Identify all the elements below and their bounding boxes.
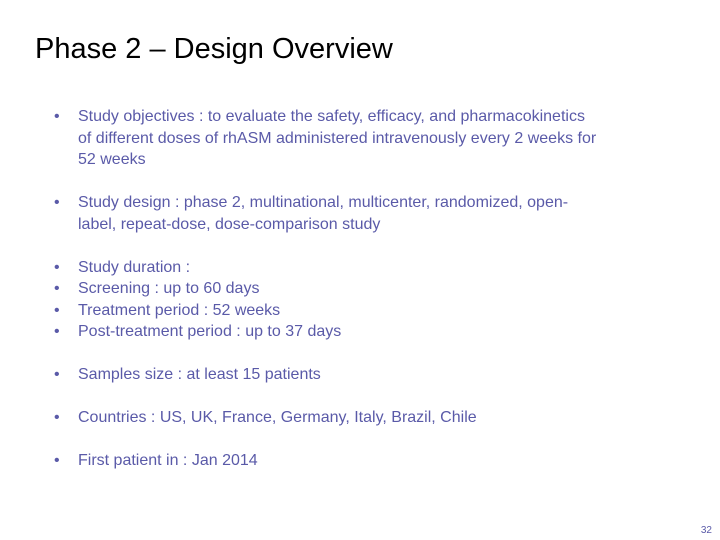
bullet-first-patient	[54, 450, 674, 472]
bullet-icon: •	[54, 366, 60, 383]
bullet-text: Study design : phase 2, multinational, multicenter, randomized, open-	[78, 194, 569, 211]
bullet-icon: •	[54, 258, 60, 276]
bullet-list	[54, 106, 674, 472]
slide-title: Phase 2 – Design Overview	[35, 33, 393, 65]
bullet-screening	[54, 278, 674, 300]
bullet-treatment-period	[54, 300, 674, 322]
bullet-study-duration	[54, 257, 674, 279]
bullet-text: Post-treatment period : up to 37 days	[78, 323, 342, 340]
bullet-text: 52 weeks	[78, 151, 146, 168]
bullet-icon: •	[54, 452, 60, 469]
bullet-study-objectives	[54, 106, 674, 171]
bullet-icon: •	[54, 323, 60, 340]
bullet-text: Study duration :	[78, 258, 191, 276]
page-number: 32	[700, 525, 712, 536]
bullet-icon: •	[54, 280, 60, 297]
bullet-text: Samples size : at least 15 patients	[78, 366, 321, 383]
bullet-icon: •	[54, 108, 60, 125]
bullet-text: Study objectives : to evaluate the safety, efficacy, and pharmacokinetics	[78, 108, 585, 125]
bullet-post-treatment	[54, 321, 674, 343]
bullet-text: Screening : up to 60 days	[78, 280, 260, 297]
bullet-icon: •	[54, 194, 60, 211]
bullet-text: of different doses of rhASM administered intravenously every 2 weeks for	[78, 129, 597, 147]
bullet-text: First patient in : Jan 2014	[78, 452, 258, 469]
bullet-study-design	[54, 192, 674, 235]
bullet-text: label, repeat-dose, dose-comparison study	[78, 215, 381, 233]
bullet-icon: •	[54, 409, 60, 426]
bullet-icon: •	[54, 301, 60, 319]
bullet-countries	[54, 407, 674, 429]
bullet-text: Treatment period : 52 weeks	[78, 301, 281, 319]
bullet-sample-size	[54, 364, 674, 386]
bullet-text: Countries : US, UK, France, Germany, Italy, Brazil, Chile	[78, 409, 477, 426]
